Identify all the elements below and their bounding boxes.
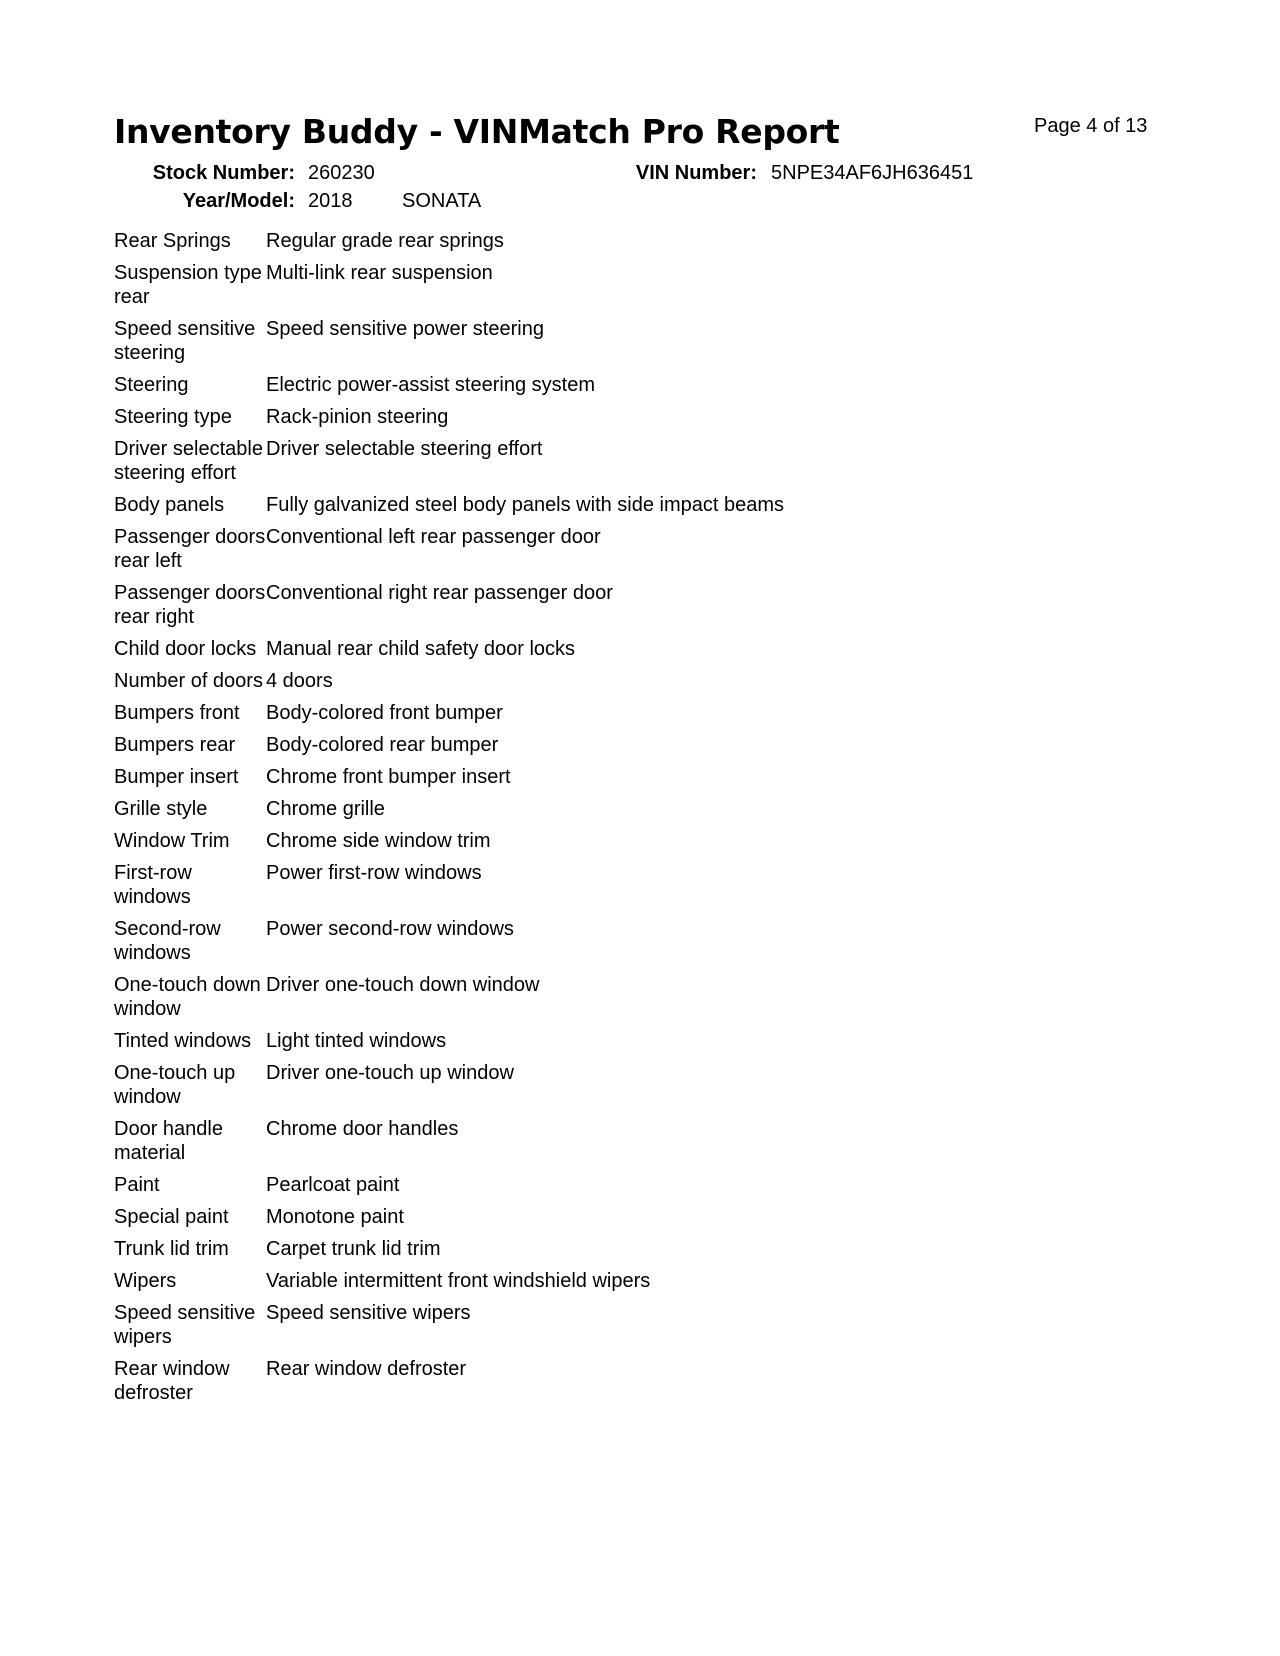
spec-label: Second-row windows	[114, 918, 221, 964]
spec-row	[114, 493, 1114, 517]
spec-row	[114, 437, 1114, 485]
spec-label: Suspension type rear	[114, 262, 262, 308]
spec-label: Paint	[114, 1174, 160, 1196]
spec-label: Wipers	[114, 1270, 177, 1292]
spec-value: 4 doors	[266, 670, 333, 692]
model-value: SONATA	[402, 190, 482, 212]
spec-row	[114, 861, 1114, 909]
spec-label: Rear window defroster	[114, 1358, 230, 1404]
spec-value: Conventional right rear passenger door	[266, 582, 613, 604]
spec-row	[114, 405, 1114, 429]
spec-label: Tinted windows	[114, 1030, 252, 1052]
spec-label: Steering type	[114, 406, 232, 428]
spec-value: Driver one-touch down window	[266, 974, 540, 996]
spec-row	[114, 973, 1114, 1021]
spec-row	[114, 261, 1114, 309]
spec-value: Chrome door handles	[266, 1118, 459, 1140]
spec-row	[114, 1301, 1114, 1349]
spec-label: Driver selectable steering effort	[114, 438, 263, 484]
spec-label: Bumpers rear	[114, 734, 236, 756]
spec-label: Passenger doors rear right	[114, 582, 266, 628]
spec-row	[114, 637, 1114, 661]
spec-label: Trunk lid trim	[114, 1238, 229, 1260]
spec-value: Monotone paint	[266, 1206, 404, 1228]
spec-row	[114, 1117, 1114, 1165]
spec-label: Grille style	[114, 798, 208, 820]
spec-row	[114, 1269, 1114, 1293]
spec-label: Body panels	[114, 494, 225, 516]
spec-value: Chrome side window trim	[266, 830, 491, 852]
report-title: Inventory Buddy - VINMatch Pro Report	[114, 112, 840, 151]
spec-label: Rear Springs	[114, 230, 231, 252]
spec-value: Conventional left rear passenger door	[266, 526, 601, 548]
stock-number-value: 260230	[308, 162, 375, 184]
spec-row	[114, 797, 1114, 821]
spec-label: Bumpers front	[114, 702, 240, 724]
spec-row	[114, 1205, 1114, 1229]
spec-row	[114, 1357, 1114, 1405]
spec-row	[114, 373, 1114, 397]
spec-value: Pearlcoat paint	[266, 1174, 400, 1196]
spec-label: Steering	[114, 374, 189, 396]
spec-label: Number of doors	[114, 670, 263, 692]
spec-value: Rack-pinion steering	[266, 406, 449, 428]
spec-row	[114, 733, 1114, 757]
year-model-label: Year/Model:	[182, 190, 295, 212]
spec-label: Child door locks	[114, 638, 257, 660]
spec-value: Chrome front bumper insert	[266, 766, 511, 788]
spec-label: First-row windows	[114, 862, 192, 908]
spec-row	[114, 669, 1114, 693]
spec-value: Variable intermittent front windshield wipers	[266, 1270, 651, 1292]
spec-row	[114, 829, 1114, 853]
page-number: Page 4 of 13	[1034, 115, 1148, 137]
spec-label: Bumper insert	[114, 766, 239, 788]
spec-row	[114, 765, 1114, 789]
spec-row	[114, 1029, 1114, 1053]
spec-row	[114, 1237, 1114, 1261]
spec-label: Special paint	[114, 1206, 229, 1228]
spec-label: One-touch down window	[114, 974, 261, 1020]
spec-label: Window Trim	[114, 830, 230, 852]
vin-label: VIN Number:	[635, 162, 757, 184]
spec-label: Speed sensitive wipers	[114, 1302, 256, 1348]
spec-row	[114, 1173, 1114, 1197]
vin-value: 5NPE34AF6JH636451	[771, 162, 974, 184]
spec-row	[114, 229, 1114, 253]
year-value: 2018	[308, 190, 353, 212]
spec-value: Rear window defroster	[266, 1358, 467, 1380]
spec-value: Chrome grille	[266, 798, 385, 820]
spec-value: Light tinted windows	[266, 1030, 447, 1052]
spec-value: Multi-link rear suspension	[266, 262, 493, 284]
spec-label: Speed sensitive steering	[114, 318, 256, 364]
spec-value: Electric power-assist steering system	[266, 374, 595, 396]
spec-value: Driver one-touch up window	[266, 1062, 514, 1084]
spec-value: Power second-row windows	[266, 918, 514, 940]
spec-row	[114, 701, 1114, 725]
spec-value: Body-colored rear bumper	[266, 734, 499, 756]
spec-value: Speed sensitive wipers	[266, 1302, 471, 1324]
spec-value: Carpet trunk lid trim	[266, 1238, 441, 1260]
spec-row	[114, 917, 1114, 965]
spec-value: Driver selectable steering effort	[266, 438, 543, 460]
spec-value: Power first-row windows	[266, 862, 482, 884]
spec-row	[114, 581, 1114, 629]
spec-label: Door handle material	[114, 1118, 223, 1164]
spec-row	[114, 1061, 1114, 1109]
spec-label: Passenger doors rear left	[114, 526, 266, 572]
spec-table	[114, 229, 1114, 1413]
spec-value: Manual rear child safety door locks	[266, 638, 576, 660]
stock-number-label: Stock Number:	[152, 162, 295, 184]
spec-value: Body-colored front bumper	[266, 702, 503, 724]
spec-value: Fully galvanized steel body panels with side impact beams	[266, 494, 785, 516]
spec-value: Regular grade rear springs	[266, 230, 504, 252]
spec-value: Speed sensitive power steering	[266, 318, 544, 340]
spec-row	[114, 317, 1114, 365]
spec-row	[114, 525, 1114, 573]
spec-label: One-touch up window	[114, 1062, 236, 1108]
